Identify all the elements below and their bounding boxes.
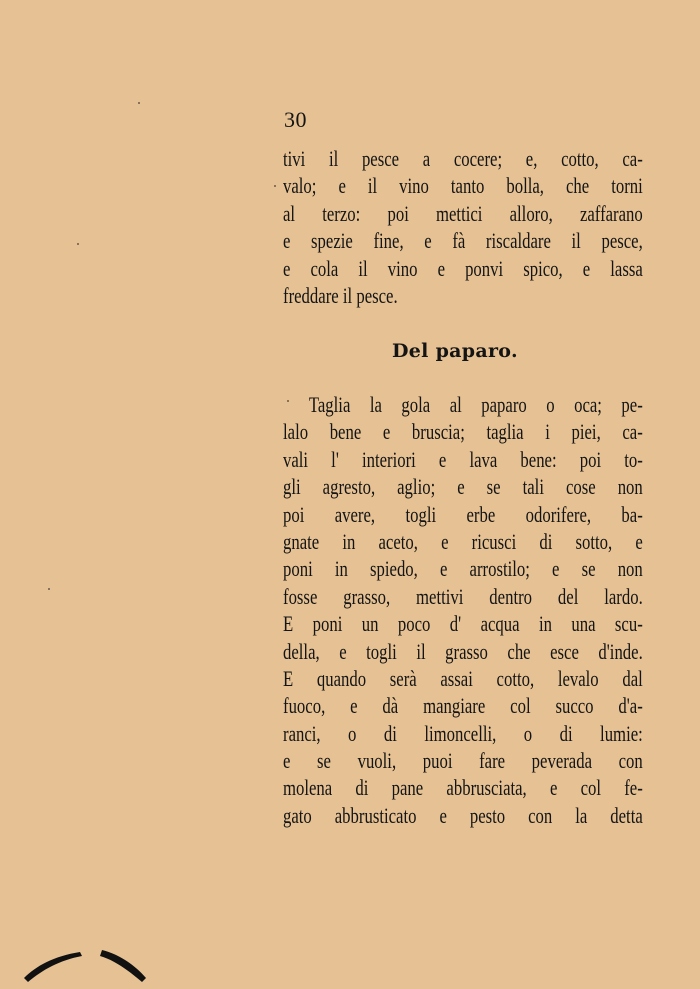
text-line: valo; e il vino tanto bolla, che torni xyxy=(283,173,643,199)
text-line: molena di pane abbrusciata, e col fe- xyxy=(283,775,643,801)
recipe-text xyxy=(283,391,643,829)
text-line: gnate in aceto, e ricusci di sotto, e xyxy=(283,528,643,554)
text-line: E poni un poco d' acqua in una scu- xyxy=(283,611,643,637)
text-line: ranci, o di limoncelli, o di lumie: xyxy=(283,720,643,746)
text-line: E quando serà assai cotto, levalo dal xyxy=(283,665,643,691)
text-line: fuoco, e dà mangiare col succo d'a- xyxy=(283,693,643,719)
text-line: lalo bene e bruscia; taglia i piei, ca- xyxy=(283,419,643,445)
text-line: e spezie fine, e fà riscaldare il pesce, xyxy=(283,228,643,254)
text-line: vali l' interiori e lava bene: poi to- xyxy=(283,446,643,472)
text-line: gli agresto, aglio; e se tali cose non xyxy=(283,474,643,500)
paper-speck xyxy=(287,400,289,402)
paper-speck xyxy=(77,243,79,245)
section-heading: Del paparo. xyxy=(392,340,518,362)
text-line: al terzo: poi mettici alloro, zaffarano xyxy=(283,200,643,226)
text-line: poni in spiedo, e arrostilo; e se non xyxy=(283,556,643,582)
text-line: poi avere, togli erbe odorifere, ba- xyxy=(283,501,643,527)
text-line: della, e togli il grasso che esce d'inde. xyxy=(283,638,643,664)
text-line: gato abbrusticato e pesto con la detta xyxy=(283,802,643,828)
paper-speck xyxy=(48,588,50,590)
text-line: Taglia la gola al paparo o oca; pe- xyxy=(308,392,643,417)
text-line: freddare il pesce. xyxy=(283,282,398,308)
paper-speck xyxy=(274,185,276,187)
text-line: fosse grasso, mettivi dentro del lardo. xyxy=(283,583,643,609)
text-line: e cola il vino e ponvi spico, e lassa xyxy=(283,255,643,281)
continued-text xyxy=(283,145,643,309)
ink-blot xyxy=(22,946,152,988)
page-number: 30 xyxy=(284,107,307,132)
text-line: e se vuoli, puoi fare peverada con xyxy=(283,748,643,774)
paper-speck xyxy=(138,102,140,104)
text-line: tivi il pesce a cocere; e, cotto, ca- xyxy=(283,146,643,171)
